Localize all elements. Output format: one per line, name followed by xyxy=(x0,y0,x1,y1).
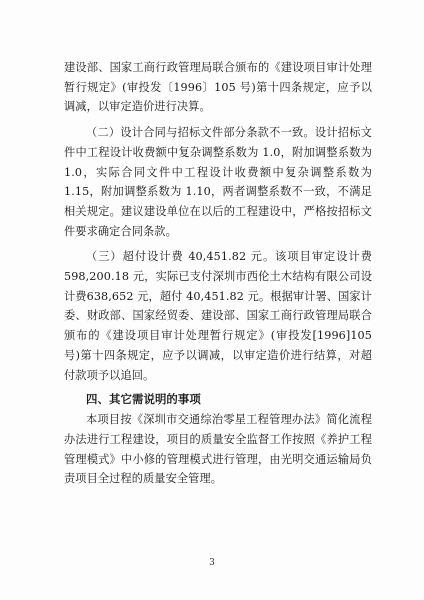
document-body xyxy=(64,58,372,489)
section-heading-other-matters: 四、其它需说明的事项 xyxy=(86,392,201,407)
paragraph-other-matters: 本项目按《深圳市交通综治零星工程管理办法》简化流程办法进行工程建设，项目的质量安全监督工作按照《养护工程管理模式》中小修的管理模式进行管理，由光明交通运输局负责项目全过程的质量安全管理。 xyxy=(64,413,372,486)
paragraph-overpaid-design-fee: （三）超付设计费 40,451.82 元。该项目审定设计费598,200.18 元，实际已支付深圳市西伦土木结构有限公司设计费638,652 元，超付 40,451.82 元。根据审计署、国家计委、财政部、国家经贸委、建设部、国家工商行政管理局联合颁布的《建设项目审计处理暂行规定》(审投发[1996]105 号)第十四条规定，应予以调减，以审定造价进行结算，对超付款项予以追回。 xyxy=(64,250,372,382)
paragraph-design-contract: （二）设计合同与招标文件部分条款不一致。设计招标文件中工程设计收费额中复杂调整系数为 1.0，附加调整系数为 1.0，实际合同文件中工程设计收费额中复杂调整系数为 1.15，附加调整系数为 1.10，两者调整系数不一致，不满足相关规定。建议建设单位在以后的工程建设中，严格按招标文件要求确定合同条款。 xyxy=(64,126,372,238)
page-number: 3 xyxy=(209,558,215,568)
paragraph-continuation: 建设部、国家工商行政管理局联合颁布的《建设项目审计处理暂行规定》(审投发〔1996〕105 号)第十四条规定，应予以调减，以审定造价进行决算。 xyxy=(64,61,372,114)
